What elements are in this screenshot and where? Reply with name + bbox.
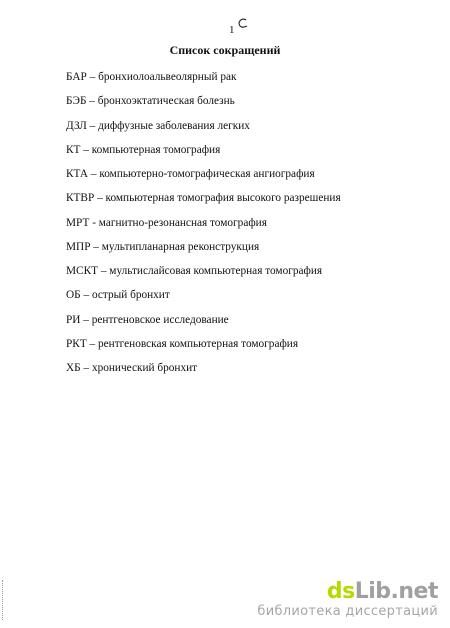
- logo-ds: ds: [326, 579, 355, 604]
- list-heading: Список сокращений: [169, 43, 281, 57]
- abbreviation-item: РКТ – рентгеновская компьютерная томография: [66, 337, 299, 350]
- abbreviation-item: КТ – компьютерная томография: [66, 143, 221, 156]
- abbreviation-item: ХБ – хронический бронхит: [66, 362, 198, 374]
- page-number: 1: [229, 24, 235, 36]
- abbreviation-item: БАР – бронхиолоальвеолярный рак: [66, 71, 237, 83]
- abbreviation-list: [66, 70, 341, 385]
- abbreviation-item: ДЗЛ – диффузные заболевания легких: [66, 119, 250, 132]
- abbreviation-item: РИ – рентгеновское исследование: [66, 313, 229, 326]
- abbreviation-item: ОБ – острый бронхит: [66, 289, 170, 302]
- dslib-logo[interactable]: [257, 580, 438, 604]
- watermark-subtitle: библиотека диссертаций: [257, 604, 438, 619]
- scan-edge-marks: [2, 580, 7, 620]
- logo-net: .net: [390, 579, 438, 604]
- abbreviation-item: КТА – компьютерно-томографическая ангиография: [66, 168, 315, 180]
- abbreviation-item: МПР – мультипланарная реконструкция: [66, 240, 260, 253]
- logo-lib: Lib: [354, 579, 391, 604]
- dslib-watermark[interactable]: [257, 580, 438, 620]
- abbreviation-item: МСКТ – мультислайсовая компьютерная томография: [66, 265, 323, 277]
- handwritten-mark-icon: [235, 16, 249, 30]
- abbreviation-item: КТВР – компьютерная томография высокого разрешения: [66, 192, 341, 205]
- abbreviation-item: БЭБ – бронхоэктатическая болезнь: [66, 95, 235, 108]
- abbreviation-item: МРТ - магнитно-резонансная томография: [66, 216, 267, 229]
